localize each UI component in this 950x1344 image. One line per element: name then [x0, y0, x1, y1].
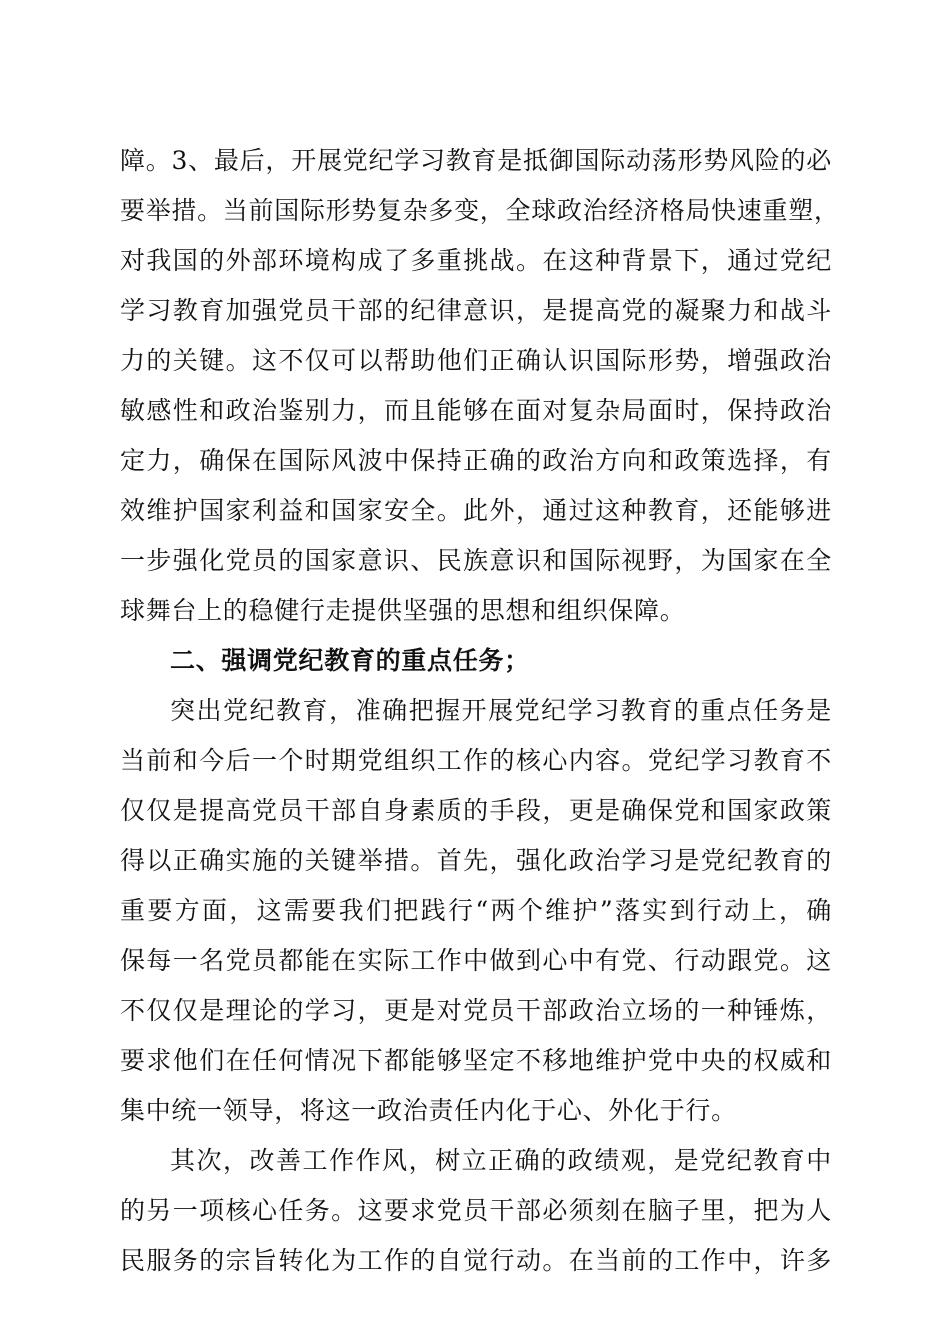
- paragraph-line: 定力，确保在国际风波中保持正确的政治方向和政策选择，有: [120, 446, 832, 475]
- paragraph-line: 仅仅是提高党员干部自身素质的手段，更是确保党和国家政策: [120, 796, 832, 825]
- paragraph-line: 一步强化党员的国家意识、民族意识和国际视野，为国家在全: [120, 546, 832, 575]
- paragraph-line: 敏感性和政治鉴别力，而且能够在面对复杂局面时，保持政治: [120, 396, 832, 425]
- paragraph-line: 其次，改善工作作风，树立正确的政绩观，是党纪教育中: [170, 1146, 832, 1175]
- paragraph-line: 重要方面，这需要我们把践行“两个维护”落实到行动上，确: [120, 896, 832, 925]
- paragraph-line: 要举措。当前国际形势复杂多变，全球政治经济格局快速重塑，: [120, 196, 840, 225]
- paragraph-line: 民服务的宗旨转化为工作的自觉行动。在当前的工作中，许多: [120, 1246, 832, 1275]
- paragraph-line: 力的关键。这不仅可以帮助他们正确认识国际形势，增强政治: [120, 346, 832, 375]
- paragraph-line: 的另一项核心任务。这要求党员干部必须刻在脑子里，把为人: [120, 1196, 832, 1225]
- paragraph-line: 学习教育加强党员干部的纪律意识，是提高党的凝聚力和战斗: [120, 296, 832, 325]
- section-heading: 二、强调党纪教育的重点任务；: [170, 646, 530, 675]
- paragraph-line: 当前和今后一个时期党组织工作的核心内容。党纪学习教育不: [120, 746, 832, 775]
- paragraph-line: 集中统一领导，将这一政治责任内化于心、外化于行。: [120, 1096, 737, 1125]
- paragraph-line: 效维护国家利益和国家安全。此外，通过这种教育，还能够进: [120, 496, 832, 525]
- paragraph-line: 球舞台上的稳健行走提供坚强的思想和组织保障。: [120, 596, 686, 625]
- paragraph-line: 保每一名党员都能在实际工作中做到心中有党、行动跟党。这: [120, 946, 832, 975]
- paragraph-line: 要求他们在任何情况下都能够坚定不移地维护党中央的权威和: [120, 1046, 832, 1075]
- paragraph-line: 得以正确实施的关键举措。首先，强化政治学习是党纪教育的: [120, 846, 832, 875]
- paragraph-line: 突出党纪教育，准确把握开展党纪学习教育的重点任务是: [170, 696, 832, 725]
- paragraph-line: 不仅仅是理论的学习，更是对党员干部政治立场的一种锤炼，: [120, 996, 832, 1025]
- paragraph-line: 对我国的外部环境构成了多重挑战。在这种背景下，通过党纪: [120, 246, 832, 275]
- paragraph-line: 障。3、最后，开展党纪学习教育是抵御国际动荡形势风险的必: [120, 146, 832, 175]
